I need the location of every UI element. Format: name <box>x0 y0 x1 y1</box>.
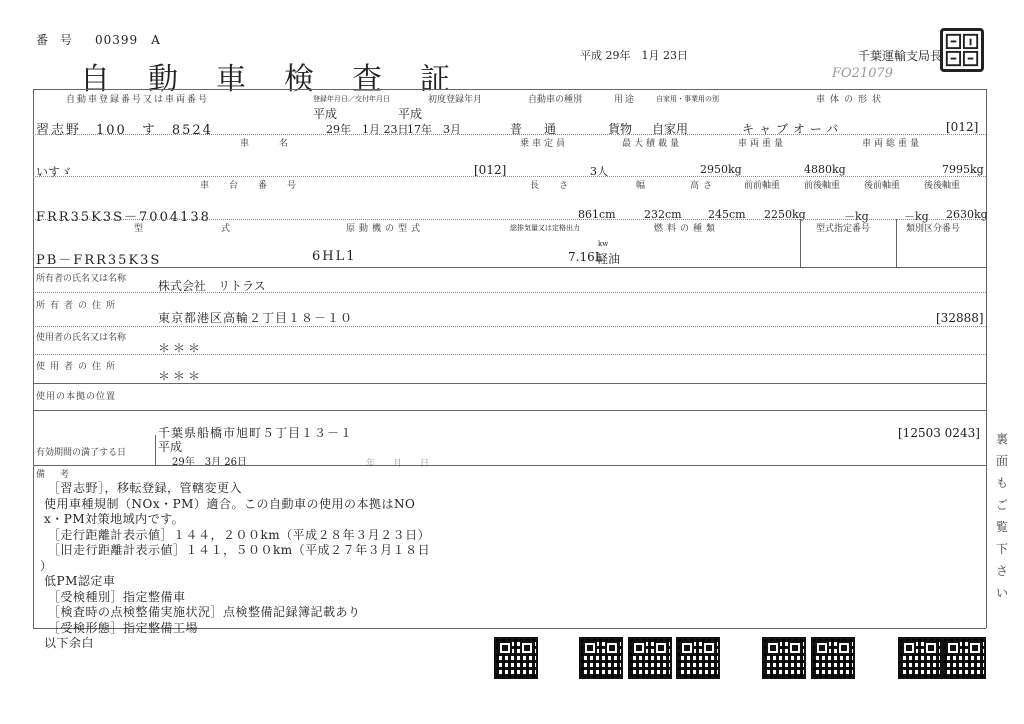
remarks-label: 備 考 <box>36 470 73 480</box>
reg-era: 平成 <box>313 107 338 121</box>
use: 貨物 <box>608 122 633 136</box>
qr-code-icon <box>762 637 806 679</box>
height: 245cm <box>708 208 746 221</box>
category-label: 類別区分番号 <box>906 224 961 234</box>
side-note-char: い <box>996 586 1009 600</box>
ff-axle: 2250kg <box>764 208 806 221</box>
gross-weight-label: 車両総重量 <box>862 139 923 149</box>
qr-code-icon <box>494 637 538 679</box>
base-location-code: [12503 0243] <box>898 426 980 440</box>
side-note-char: 覧 <box>996 520 1009 534</box>
length: 861cm <box>578 208 616 221</box>
issue-date: 平成 29年 1月 23日 <box>580 49 688 62</box>
body-shape-label: 車体の形状 <box>816 95 887 105</box>
height-label: 高さ <box>690 181 717 191</box>
reg-date: 29年 1月 23日 <box>326 123 409 136</box>
issuer-name: 千葉運輸支局長 <box>858 49 943 63</box>
use-label: 用途 <box>614 95 637 105</box>
blank-date: 年 月 日 <box>366 459 430 469</box>
type-designation-label: 型式指定番号 <box>816 224 871 234</box>
document-title: 自動車検査証 <box>80 62 488 97</box>
displacement: 7.16L <box>568 250 603 264</box>
body-shape-code: [012] <box>946 120 979 134</box>
official-seal-icon <box>940 28 984 72</box>
side-note <box>996 428 1010 604</box>
qr-code-icon <box>628 637 672 679</box>
weight-label: 車両重量 <box>738 139 787 149</box>
rr-axle: 2630kg <box>946 208 988 221</box>
side-note-char: ご <box>996 498 1009 512</box>
certificate-number: 00399 A <box>95 33 161 47</box>
remark-line: 低PM認定車 <box>44 574 116 588</box>
qr-code-icon <box>898 637 942 679</box>
side-note-char: 裏 <box>996 432 1009 446</box>
kw-mark: kw <box>598 240 609 248</box>
base-location-label: 使用の本拠の位置 <box>36 392 117 402</box>
owner-name-label: 所有者の氏名又は名称 <box>36 274 127 284</box>
owner-name: 株式会社 リトラス <box>158 279 266 293</box>
side-note-char: も <box>996 476 1009 490</box>
chassis-label: 車台番号 <box>200 181 317 191</box>
length-label: 長さ <box>530 181 589 191</box>
side-note-char: 下 <box>996 542 1009 556</box>
rr-axle-label: 後後軸重 <box>924 181 961 191</box>
vehicle-kind: 普 通 <box>510 122 562 136</box>
capacity-label: 乗車定員 <box>520 139 569 149</box>
remark-line: x・PM対策地域内です。 <box>44 512 185 526</box>
capacity: 3人 <box>590 165 608 178</box>
owner-address: 東京都港区高輪２丁目１８－１０ <box>158 311 354 325</box>
expiry-era: 平成 <box>158 440 183 454</box>
engine-model: 6HL1 <box>312 249 357 264</box>
side-note-char: 面 <box>996 454 1009 468</box>
fuel-label: 燃料の種類 <box>654 224 720 234</box>
remarks-lines <box>40 479 430 650</box>
fuel-type: 軽油 <box>596 252 621 266</box>
reg-number: 習志野 100 す 8524 <box>36 123 213 138</box>
expiry-date: 29年 3月 26日 <box>172 457 247 468</box>
car-name-label: 車 名 <box>240 139 293 149</box>
first-reg: 17年 3月 <box>407 123 461 136</box>
frame-right <box>986 89 987 628</box>
remark-line: ［旧走行距離計表示値］１４１，５００km（平成２７年３月１８日 <box>48 543 431 557</box>
max-load: 2950kg <box>700 163 742 176</box>
owner-address-label: 所有者の住所 <box>36 301 121 311</box>
expiry-label: 有効期間の満了する日 <box>36 448 127 458</box>
base-location: 千葉県船橋市旭町５丁目１３－１ <box>158 426 354 440</box>
width-label: 幅 <box>636 181 646 191</box>
handwritten-note: FO21079 <box>832 66 894 81</box>
rf-axle-label: 後前軸重 <box>864 181 901 191</box>
remark-line: 以下余白 <box>44 636 95 650</box>
body-shape: キャブオーバ <box>742 122 844 136</box>
remark-line: ） <box>40 558 53 573</box>
remark-line: ［受検種別］指定整備車 <box>48 589 186 604</box>
side-note-char: さ <box>996 564 1009 578</box>
vehicle-weight: 4880kg <box>804 163 846 176</box>
user-address: ＊＊＊ <box>158 369 204 383</box>
first-reg-era: 平成 <box>398 107 423 121</box>
width: 232cm <box>644 208 682 221</box>
use-type: 自家用 <box>652 122 689 136</box>
vehicle-kind-label: 自動車の種別 <box>528 95 583 105</box>
frame-top <box>33 89 986 90</box>
remark-line: ［習志野］，移転登録，管轄変更入 <box>48 481 243 495</box>
reg-date-label: 登録年月日／交付年月日 <box>313 95 390 103</box>
user-address-label: 使用者の住所 <box>36 362 121 372</box>
fr-axle: －kg <box>844 210 869 223</box>
rf-axle: －kg <box>904 210 929 223</box>
car-name: いすゞ <box>36 165 73 179</box>
use-type-label: 自家用・事業用の別 <box>656 95 719 103</box>
number-label: 番 号 <box>36 33 73 47</box>
max-load-label: 最大積載量 <box>622 139 683 149</box>
chassis-number: FRR35K3S－7004138 <box>36 210 211 225</box>
fr-axle-label: 前後軸重 <box>804 181 841 191</box>
remark-line: ［走行距離計表示値］１４４，２００km（平成２８年３月２３日） <box>48 527 431 542</box>
remark-line: ［受検形態］指定整備工場 <box>48 620 199 635</box>
remark-line: ［検査時の点検整備実施状況］点検整備記録簿記載あり <box>48 605 361 619</box>
engine-model-label: 原動機の型式 <box>346 224 425 234</box>
first-reg-label: 初度登録年月 <box>428 95 483 105</box>
owner-address-code: [32888] <box>936 311 984 325</box>
model-label: 型 式 <box>134 224 251 234</box>
qr-code-icon <box>676 637 720 679</box>
ff-axle-label: 前前軸重 <box>744 181 781 191</box>
user-name: ＊＊＊ <box>158 341 204 355</box>
qr-code-icon <box>579 637 623 679</box>
frame-left <box>33 89 34 628</box>
vehicle-model: PB－FRR35K3S <box>36 253 162 268</box>
displacement-label: 総排気量又は定格出力 <box>510 224 580 232</box>
remark-line: 使用車種規制（NOx・PM）適合。この自動車の使用の本拠はNO <box>44 496 416 511</box>
qr-code-icon <box>811 637 855 679</box>
car-name-code: [012] <box>474 163 507 177</box>
reg-number-label: 自動車登録番号又は車両番号 <box>66 95 210 105</box>
user-name-label: 使用者の氏名又は名称 <box>36 333 127 343</box>
gross-weight: 7995kg <box>942 163 984 176</box>
qr-code-icon <box>942 637 986 679</box>
